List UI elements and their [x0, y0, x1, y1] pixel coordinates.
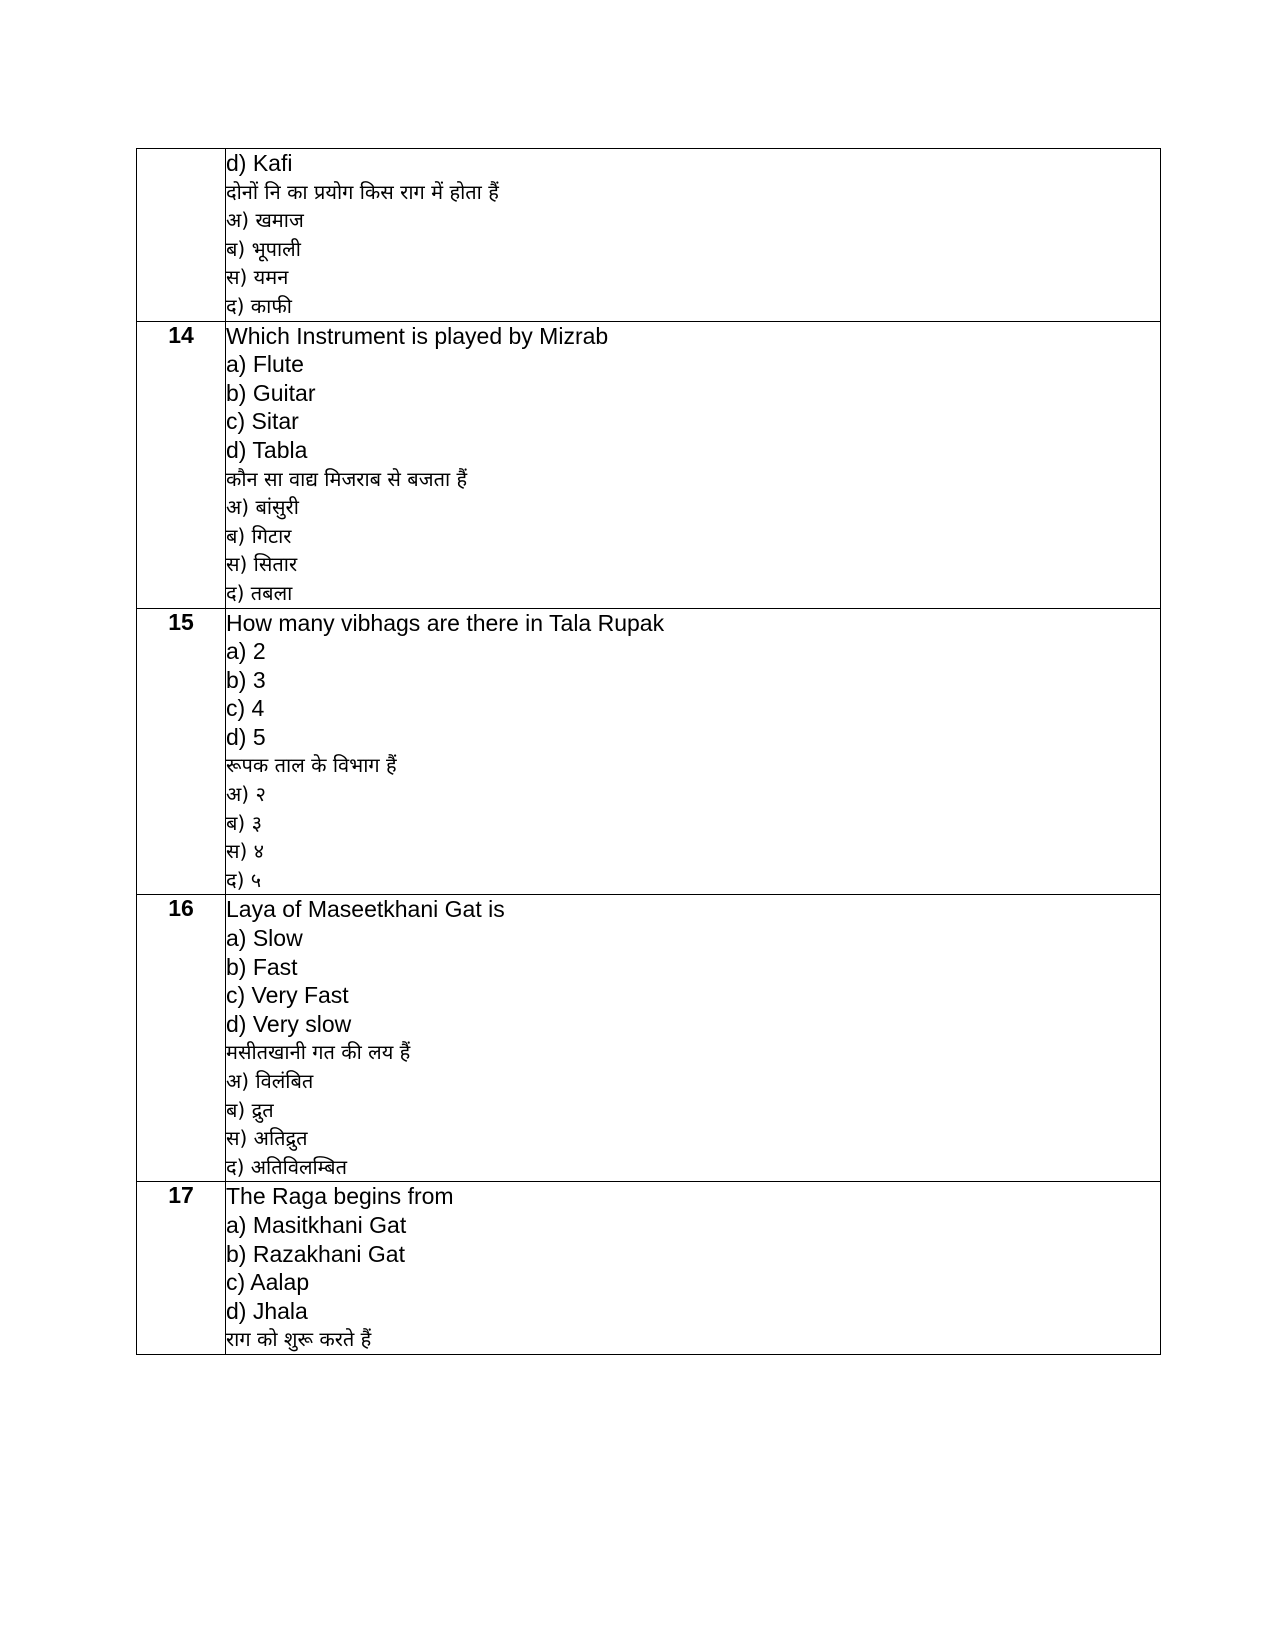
question-number: 16 [137, 895, 226, 1182]
question-line: स) ४ [226, 839, 265, 864]
question-line: दोनों नि का प्रयोग किस राग में होता हैं [226, 179, 499, 204]
question-line: b) Guitar [226, 379, 316, 406]
question-line: b) Fast [226, 953, 298, 980]
question-row [137, 608, 1161, 895]
question-content [226, 608, 1161, 895]
question-line: मसीतखानी गत की लय हैं [226, 1040, 411, 1065]
question-line: अ) खमाज [226, 208, 304, 233]
question-line: c) Aalap [226, 1269, 310, 1296]
question-line: स) सितार [226, 552, 298, 577]
question-content [226, 321, 1161, 608]
question-line: d) Jhala [226, 1297, 308, 1324]
question-line: c) 4 [226, 695, 265, 722]
question-row [137, 149, 1161, 322]
question-line: a) 2 [226, 638, 266, 665]
question-line: अ) २ [226, 782, 266, 807]
question-line: d) Very slow [226, 1010, 352, 1037]
question-line: a) Slow [226, 925, 303, 952]
question-line: द) ५ [226, 867, 262, 892]
question-line: कौन सा वाद्य मिजराब से बजता हैं [226, 466, 468, 491]
question-line: d) Tabla [226, 436, 308, 463]
question-line: राग को शुरू करते हैं [226, 1327, 372, 1352]
question-line: d) 5 [226, 723, 266, 750]
question-table [136, 148, 1161, 1355]
question-row [137, 1182, 1161, 1355]
question-line: b) 3 [226, 666, 266, 693]
question-text: The Raga begins from [226, 1183, 454, 1210]
question-line: a) Masitkhani Gat [226, 1211, 407, 1238]
question-line: स) यमन [226, 265, 289, 290]
question-line: b) Razakhani Gat [226, 1240, 405, 1267]
question-content [226, 149, 1161, 322]
question-line: c) Very Fast [226, 982, 349, 1009]
question-content [226, 895, 1161, 1182]
question-line: ब) ३ [226, 810, 262, 835]
question-row [137, 321, 1161, 608]
question-line: अ) बांसुरी [226, 495, 299, 520]
question-number: 14 [137, 321, 226, 608]
question-text: d) Kafi [226, 150, 293, 176]
question-number: 17 [137, 1182, 226, 1355]
question-text: Which Instrument is played by Mizrab [226, 322, 609, 349]
question-table-body [137, 149, 1161, 1355]
question-text: How many vibhags are there in Tala Rupak [226, 609, 665, 636]
question-text: Laya of Maseetkhani Gat is [226, 896, 505, 923]
question-line: रूपक ताल के विभाग हैं [226, 753, 397, 778]
question-number [137, 149, 226, 322]
question-line: स) अतिद्रुत [226, 1126, 308, 1151]
question-row [137, 895, 1161, 1182]
question-line: ब) भूपाली [226, 236, 301, 261]
question-content [226, 1182, 1161, 1355]
question-line: द) अतिविलम्बित [226, 1154, 348, 1179]
question-line: ब) द्रुत [226, 1097, 274, 1122]
question-line: द) तबला [226, 580, 293, 605]
question-number: 15 [137, 608, 226, 895]
question-line: a) Flute [226, 351, 304, 378]
question-line: ब) गिटार [226, 523, 292, 548]
question-line: c) Sitar [226, 408, 299, 435]
question-line: द) काफी [226, 293, 292, 318]
question-line: अ) विलंबित [226, 1069, 314, 1093]
